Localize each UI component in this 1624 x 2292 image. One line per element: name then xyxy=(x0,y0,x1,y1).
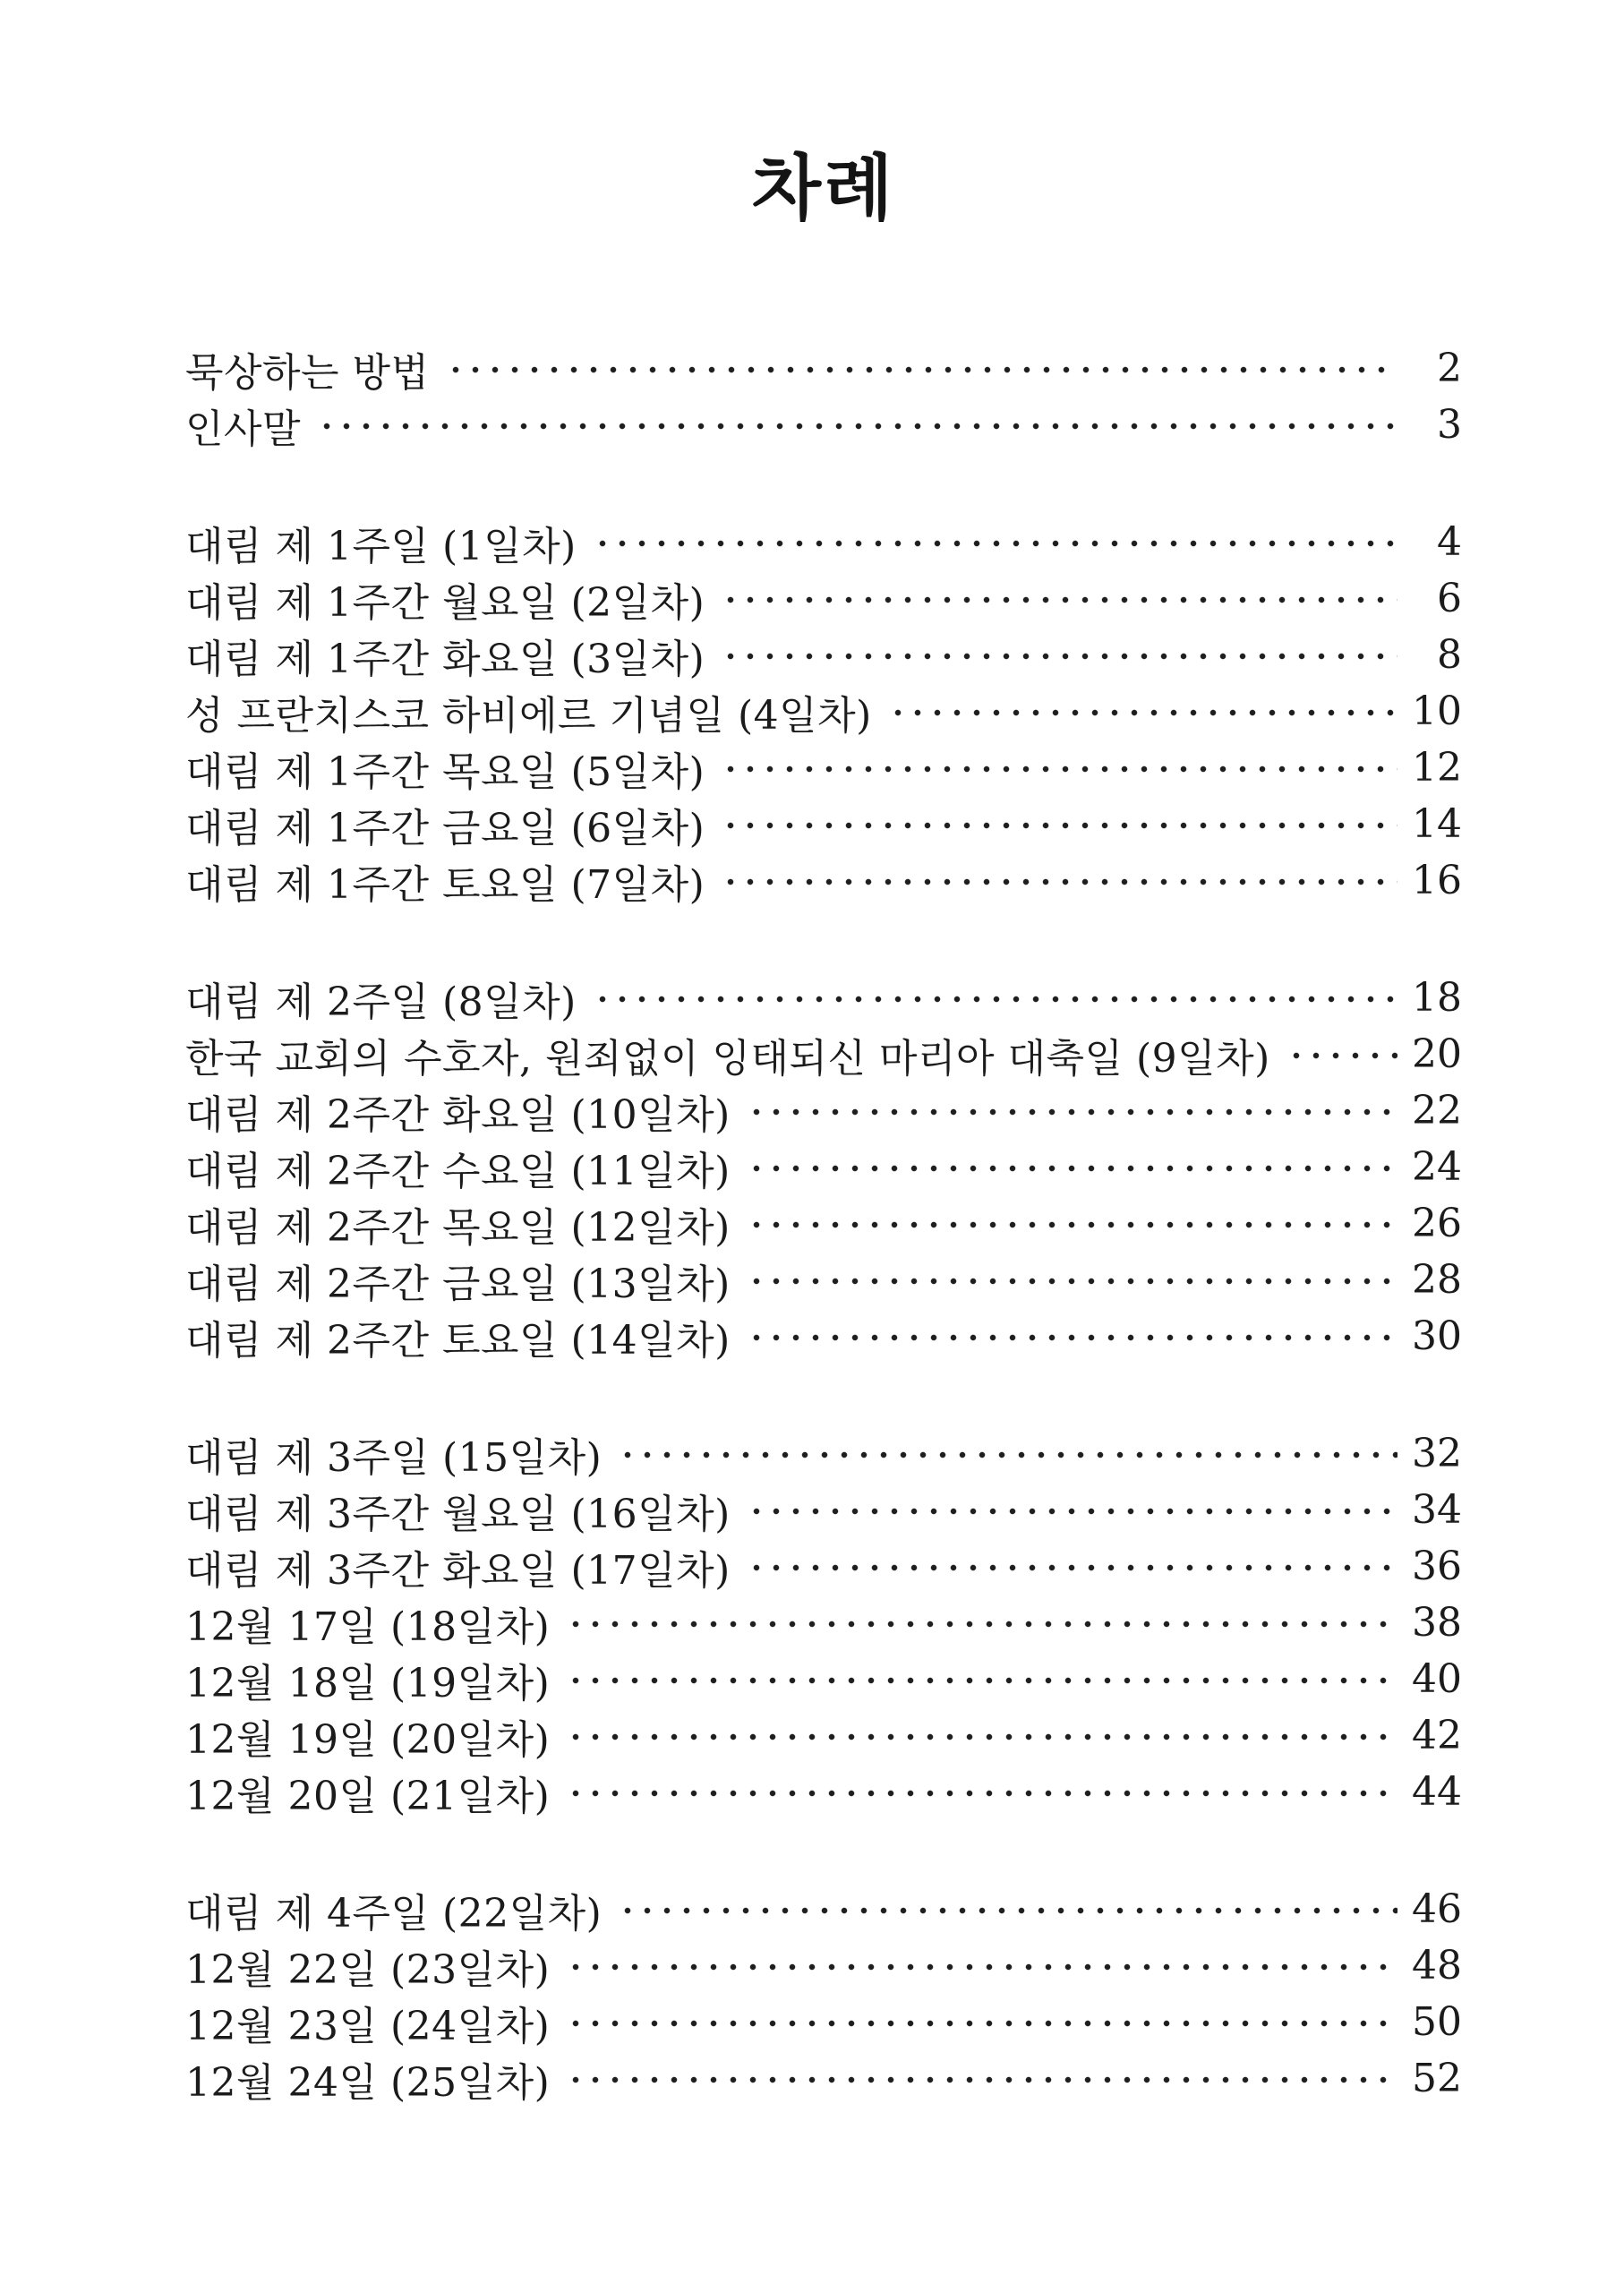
toc-entry-label: 대림 제 2주간 목요일 (12일차) xyxy=(185,1204,731,1251)
toc-row xyxy=(185,1707,1462,1764)
toc-row xyxy=(185,1026,1462,1082)
toc-entry-label: 12월 17일 (18일차) xyxy=(185,1604,551,1650)
toc-row xyxy=(185,627,1462,683)
toc-page-number: 32 xyxy=(1412,1431,1462,1476)
toc-page-number: 48 xyxy=(1412,1943,1462,1988)
toc-page-number: 8 xyxy=(1437,632,1462,678)
dotted-leader xyxy=(618,1425,1397,1482)
toc-row xyxy=(185,1308,1462,1364)
toc-page-number: 16 xyxy=(1412,858,1462,903)
toc-entry-label: 대림 제 1주간 금요일 (6일차) xyxy=(185,805,705,851)
toc-entry-label: 대림 제 1주간 목요일 (5일차) xyxy=(185,748,705,795)
dotted-leader xyxy=(566,1595,1397,1651)
toc-page-number: 3 xyxy=(1437,402,1462,448)
toc-entry-label: 대림 제 3주간 화요일 (17일차) xyxy=(185,1547,731,1594)
toc-entry-label: 대림 제 3주일 (15일차) xyxy=(185,1434,603,1481)
toc-row xyxy=(185,1195,1462,1252)
toc-row xyxy=(185,796,1462,852)
toc-entry-label: 한국 교회의 수호자, 원죄없이 잉태되신 마리아 대축일 (9일차) xyxy=(185,1035,1270,1082)
dotted-leader xyxy=(747,1482,1397,1538)
toc-row xyxy=(185,1764,1462,1820)
toc-list xyxy=(185,340,1462,2107)
toc-entry-label: 대림 제 1주일 (1일차) xyxy=(185,523,577,569)
toc-row xyxy=(185,340,1462,397)
toc-group xyxy=(185,340,1462,453)
toc-entry-label: 12월 23일 (24일차) xyxy=(185,2003,551,2049)
toc-row xyxy=(185,1252,1462,1308)
toc-entry-label: 대림 제 4주일 (22일차) xyxy=(185,1890,603,1937)
toc-page-number: 22 xyxy=(1412,1088,1462,1133)
dotted-leader xyxy=(566,1651,1397,1707)
toc-page-number: 12 xyxy=(1412,745,1462,791)
toc-row xyxy=(185,740,1462,796)
toc-row xyxy=(185,852,1462,909)
toc-row xyxy=(185,1994,1462,2050)
toc-entry-label: 12월 24일 (25일차) xyxy=(185,2059,551,2106)
dotted-leader xyxy=(593,514,1397,570)
toc-row xyxy=(185,570,1462,627)
toc-entry-label: 대림 제 3주간 월요일 (16일차) xyxy=(185,1491,731,1537)
toc-entry-label: 대림 제 1주간 월요일 (2일차) xyxy=(185,579,705,626)
toc-row xyxy=(185,1139,1462,1195)
toc-entry-label: 인사말 xyxy=(185,406,302,452)
dotted-leader xyxy=(317,397,1397,453)
dotted-leader xyxy=(747,1195,1397,1252)
dotted-leader xyxy=(566,2050,1397,2107)
dotted-leader xyxy=(721,796,1397,852)
toc-entry-label: 12월 22일 (23일차) xyxy=(185,1946,551,1993)
toc-row xyxy=(185,1651,1462,1707)
toc-page-number: 38 xyxy=(1412,1600,1462,1646)
toc-entry-label: 대림 제 1주간 토요일 (7일차) xyxy=(185,861,705,908)
toc-page-number: 18 xyxy=(1412,975,1462,1021)
toc-row xyxy=(185,514,1462,570)
toc-group xyxy=(185,514,1462,909)
toc-entry-label: 12월 19일 (20일차) xyxy=(185,1716,551,1763)
toc-group xyxy=(185,1881,1462,2107)
toc-row xyxy=(185,1538,1462,1595)
toc-row xyxy=(185,1082,1462,1139)
toc-row xyxy=(185,1881,1462,1937)
dotted-leader xyxy=(566,1707,1397,1764)
dotted-leader xyxy=(721,627,1397,683)
toc-page-number: 40 xyxy=(1412,1656,1462,1702)
toc-page-number: 28 xyxy=(1412,1257,1462,1303)
toc-page-number: 52 xyxy=(1412,2056,1462,2101)
toc-entry-label: 12월 20일 (21일차) xyxy=(185,1773,551,1819)
page-title: 차례 xyxy=(751,146,896,230)
dotted-leader xyxy=(566,1764,1397,1820)
toc-entry-label: 대림 제 2주간 토요일 (14일차) xyxy=(185,1317,731,1364)
dotted-leader xyxy=(446,340,1397,397)
toc-page-number: 20 xyxy=(1412,1031,1462,1077)
toc-entry-label: 12월 18일 (19일차) xyxy=(185,1660,551,1706)
toc-entry-label: 성 프란치스코 하비에르 기념일 (4일차) xyxy=(185,692,872,739)
toc-row xyxy=(185,683,1462,740)
toc-row xyxy=(185,2050,1462,2107)
toc-entry-label: 대림 제 2주간 금요일 (13일차) xyxy=(185,1261,731,1307)
toc-row xyxy=(185,1425,1462,1482)
dotted-leader xyxy=(721,852,1397,909)
dotted-leader xyxy=(593,970,1397,1026)
toc-page-number: 46 xyxy=(1412,1886,1462,1932)
toc-row xyxy=(185,970,1462,1026)
toc-page-number: 10 xyxy=(1412,688,1462,734)
toc-page-number: 36 xyxy=(1412,1544,1462,1589)
toc-page-number: 2 xyxy=(1437,346,1462,391)
toc-page-number: 14 xyxy=(1412,801,1462,847)
toc-page-number: 6 xyxy=(1437,576,1462,621)
toc-entry-label: 묵상하는 방법 xyxy=(185,349,430,396)
toc-page-number: 44 xyxy=(1412,1769,1462,1815)
dotted-leader xyxy=(888,683,1397,740)
dotted-leader xyxy=(721,570,1397,627)
dotted-leader xyxy=(747,1538,1397,1595)
dotted-leader xyxy=(618,1881,1397,1937)
dotted-leader xyxy=(721,740,1397,796)
toc-group xyxy=(185,1425,1462,1820)
toc-page-number: 4 xyxy=(1437,519,1462,565)
dotted-leader xyxy=(1286,1026,1397,1082)
toc-row xyxy=(185,1937,1462,1994)
toc-entry-label: 대림 제 2주간 화요일 (10일차) xyxy=(185,1091,731,1138)
dotted-leader xyxy=(747,1252,1397,1308)
toc-page-number: 50 xyxy=(1412,1999,1462,2045)
toc-page-number: 42 xyxy=(1412,1713,1462,1758)
dotted-leader xyxy=(566,1937,1397,1994)
toc-page-number: 30 xyxy=(1412,1313,1462,1359)
dotted-leader xyxy=(747,1082,1397,1139)
toc-page-number: 34 xyxy=(1412,1487,1462,1533)
toc-row xyxy=(185,1595,1462,1651)
toc-row xyxy=(185,1482,1462,1538)
toc-page-number: 24 xyxy=(1412,1144,1462,1190)
toc-entry-label: 대림 제 2주일 (8일차) xyxy=(185,979,577,1025)
toc-group xyxy=(185,970,1462,1364)
toc-entry-label: 대림 제 1주간 화요일 (3일차) xyxy=(185,636,705,682)
toc-entry-label: 대림 제 2주간 수요일 (11일차) xyxy=(185,1148,731,1194)
toc-page-number: 26 xyxy=(1412,1201,1462,1246)
dotted-leader xyxy=(566,1994,1397,2050)
dotted-leader xyxy=(747,1139,1397,1195)
dotted-leader xyxy=(747,1308,1397,1364)
toc-row xyxy=(185,397,1462,453)
